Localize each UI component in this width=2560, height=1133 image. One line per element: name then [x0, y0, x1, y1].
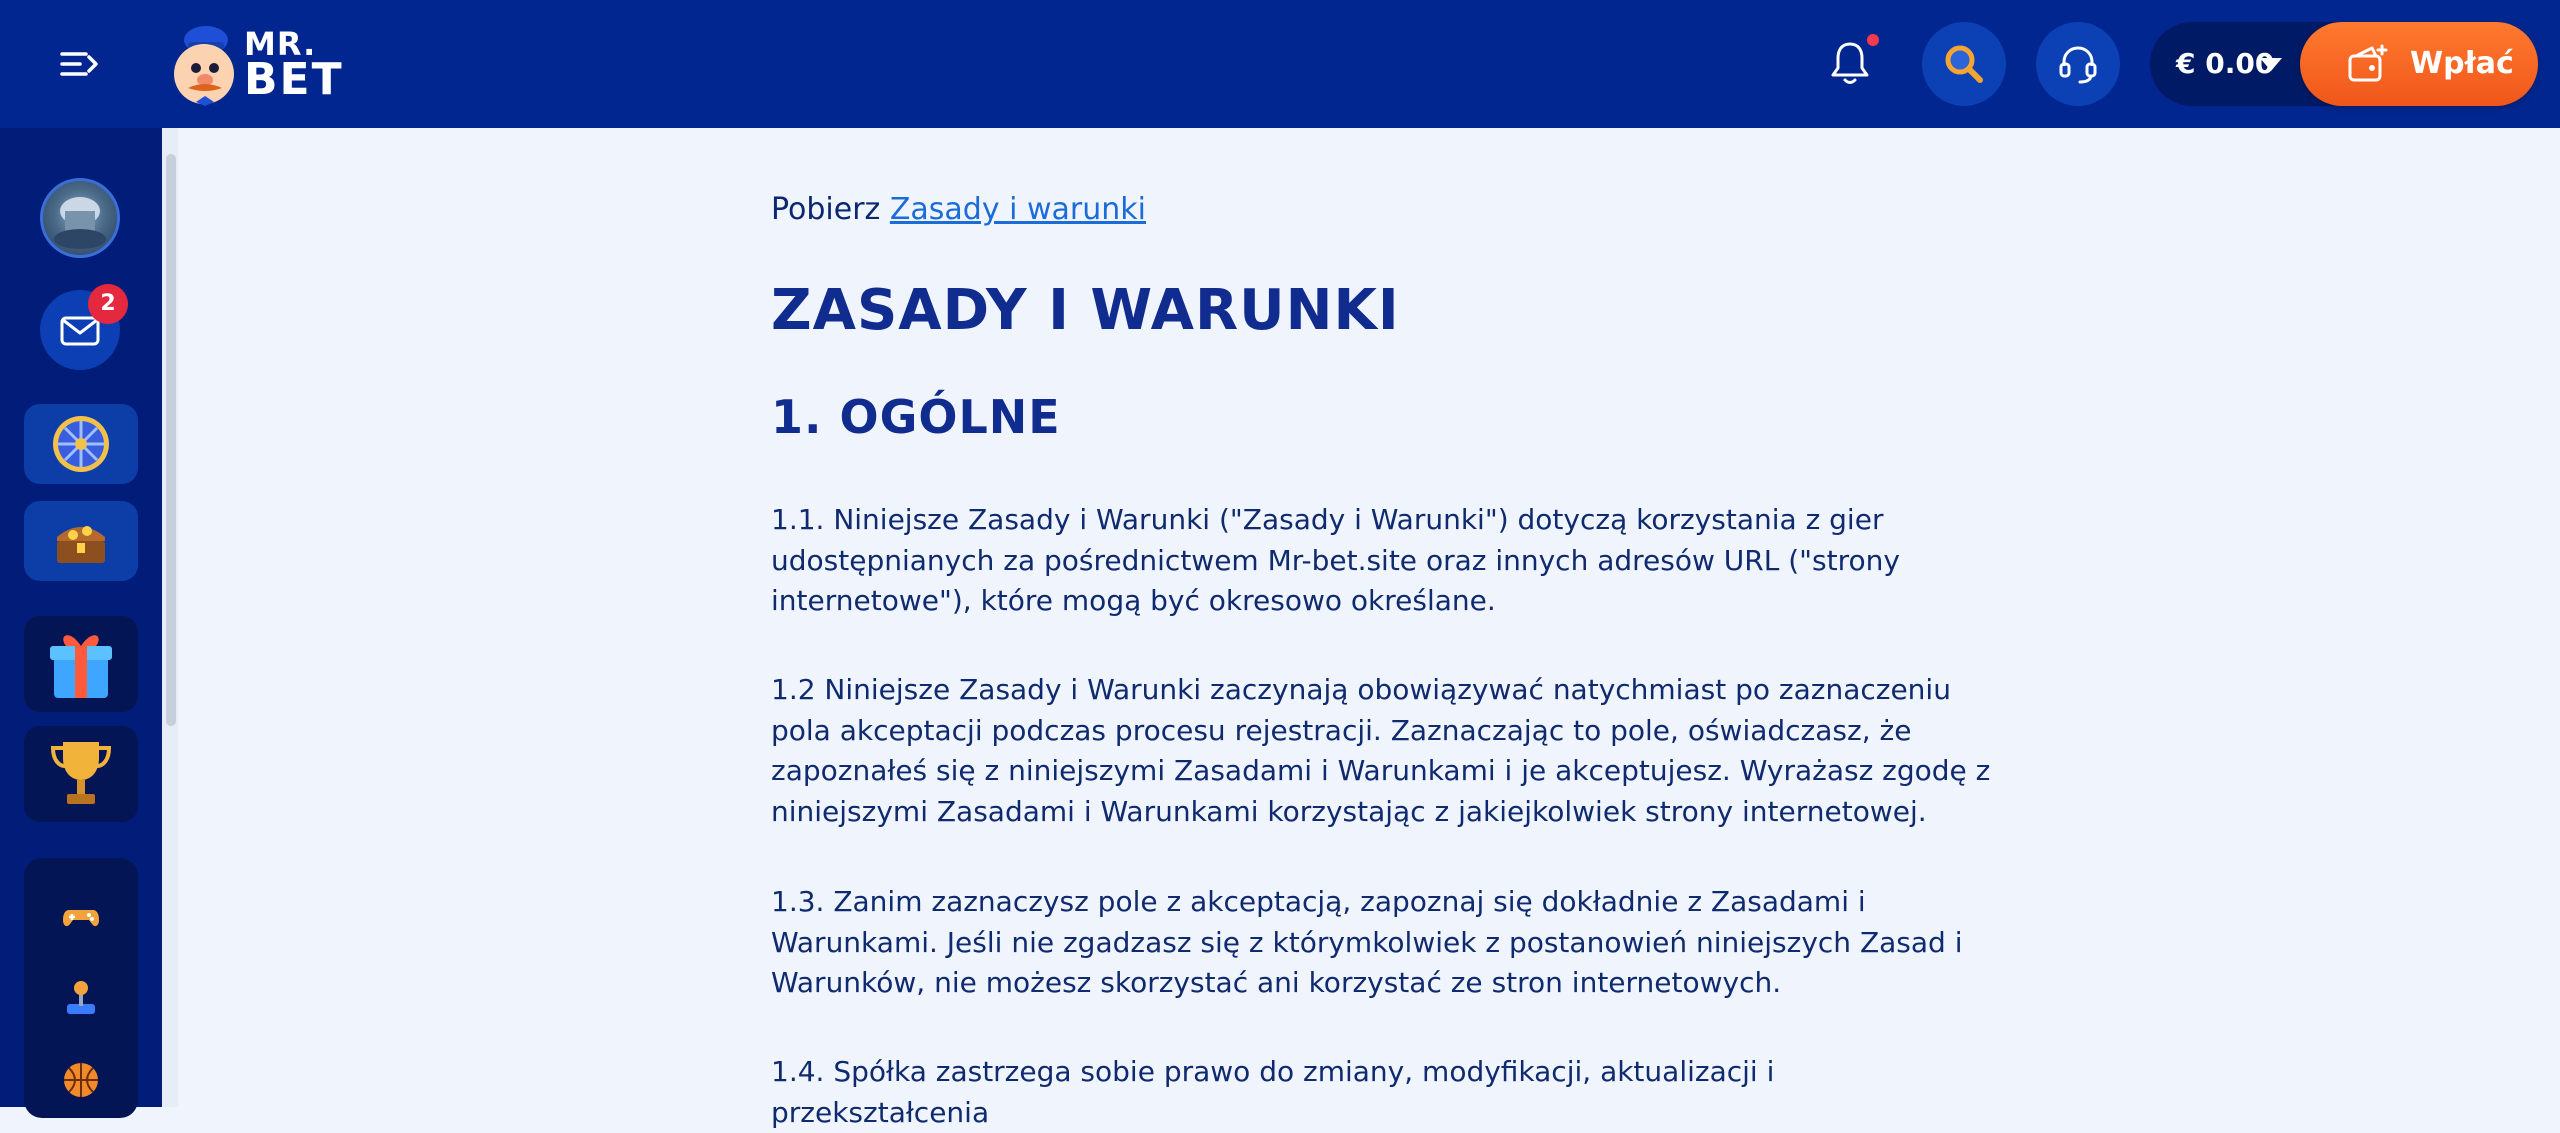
mrbet-logo[interactable] — [168, 18, 344, 108]
notifications-bell-icon[interactable] — [1828, 38, 1872, 88]
logo-wordmark — [244, 25, 344, 105]
avatar-image-icon — [43, 181, 117, 255]
notification-dot — [1867, 34, 1879, 46]
page-title: ZASADY I WARUNKI — [771, 278, 1400, 343]
wallet-deposit-icon — [2346, 44, 2388, 84]
treasure-chest-button[interactable] — [24, 501, 138, 581]
game-categories-panel — [24, 858, 138, 1118]
page-scrollbar-thumb[interactable] — [166, 154, 176, 726]
fortune-wheel-button[interactable] — [24, 404, 138, 484]
tournaments-button[interactable] — [24, 726, 138, 822]
search-button[interactable] — [1922, 22, 2006, 106]
deposit-button[interactable] — [2300, 22, 2538, 106]
paragraph-1-2: 1.2 Niniejsze Zasady i Warunki zaczynają obowiązywać natychmiast po zaznaczeniu pola akceptacji podczas procesu rejestracji. Zaznaczając to pole, oświadczasz, że zapoznałeś się z niniejszymi Zasadami i Warunkami i je akceptujesz. Wyrażasz zgodę z niniejszymi Zasadami i Warunkami korzystając z jakiejkolwiek strony internetowej. — [771, 673, 1991, 828]
deposit-label: Wpłać — [2410, 46, 2514, 81]
menu-toggle-icon[interactable] — [56, 40, 104, 88]
wheel-icon — [49, 412, 113, 476]
download-line — [771, 192, 1146, 227]
balance-amount: € 0.00 — [2176, 47, 2275, 80]
joystick-icon[interactable] — [61, 978, 101, 1018]
chevron-down-icon — [2260, 58, 2282, 71]
mascot-icon — [168, 18, 244, 108]
download-terms-link[interactable]: Zasady i warunki — [889, 192, 1146, 227]
gift-icon — [44, 624, 118, 704]
left-sidebar — [0, 128, 162, 1107]
basketball-icon[interactable] — [61, 1060, 101, 1100]
treasure-chest-icon — [49, 511, 113, 571]
top-header — [0, 0, 2560, 128]
user-avatar[interactable] — [40, 178, 120, 258]
gifts-button[interactable] — [24, 616, 138, 712]
paragraph-1-4: 1.4. Spółka zastrzega sobie prawo do zmiany, modyfikacji, aktualizacji i przekształcenia — [771, 1055, 1775, 1129]
trophy-icon — [49, 734, 113, 814]
search-icon — [1942, 42, 1986, 86]
gamepad-icon[interactable] — [61, 896, 101, 936]
headset-icon — [2056, 42, 2100, 86]
logo-bet: BET — [244, 54, 344, 105]
section-heading: 1. OGÓLNE — [771, 390, 1061, 444]
paragraph-1-1: 1.1. Niniejsze Zasady i Warunki ("Zasady i Warunki") dotyczą korzystania z gier udostępnianych za pośrednictwem Mr-bet.site oraz innych adresów URL ("strony internetowe"), które mogą być okresowo określane. — [771, 503, 1900, 617]
download-prefix: Pobierz — [771, 192, 881, 227]
paragraph-1-3: 1.3. Zanim zaznaczysz pole z akceptacją, zapoznaj się dokładnie z Zasadami i Warunkami. Jeśli nie zgadzasz się z którymkolwiek z postanowień niniejszych Zasad i Warunków, nie możesz skorzystać ani korzystać ze stron internetowych. — [771, 885, 1963, 999]
logo-mr: MR. — [244, 25, 317, 63]
support-button[interactable] — [2036, 22, 2120, 106]
messages-count-badge: 2 — [88, 284, 128, 324]
